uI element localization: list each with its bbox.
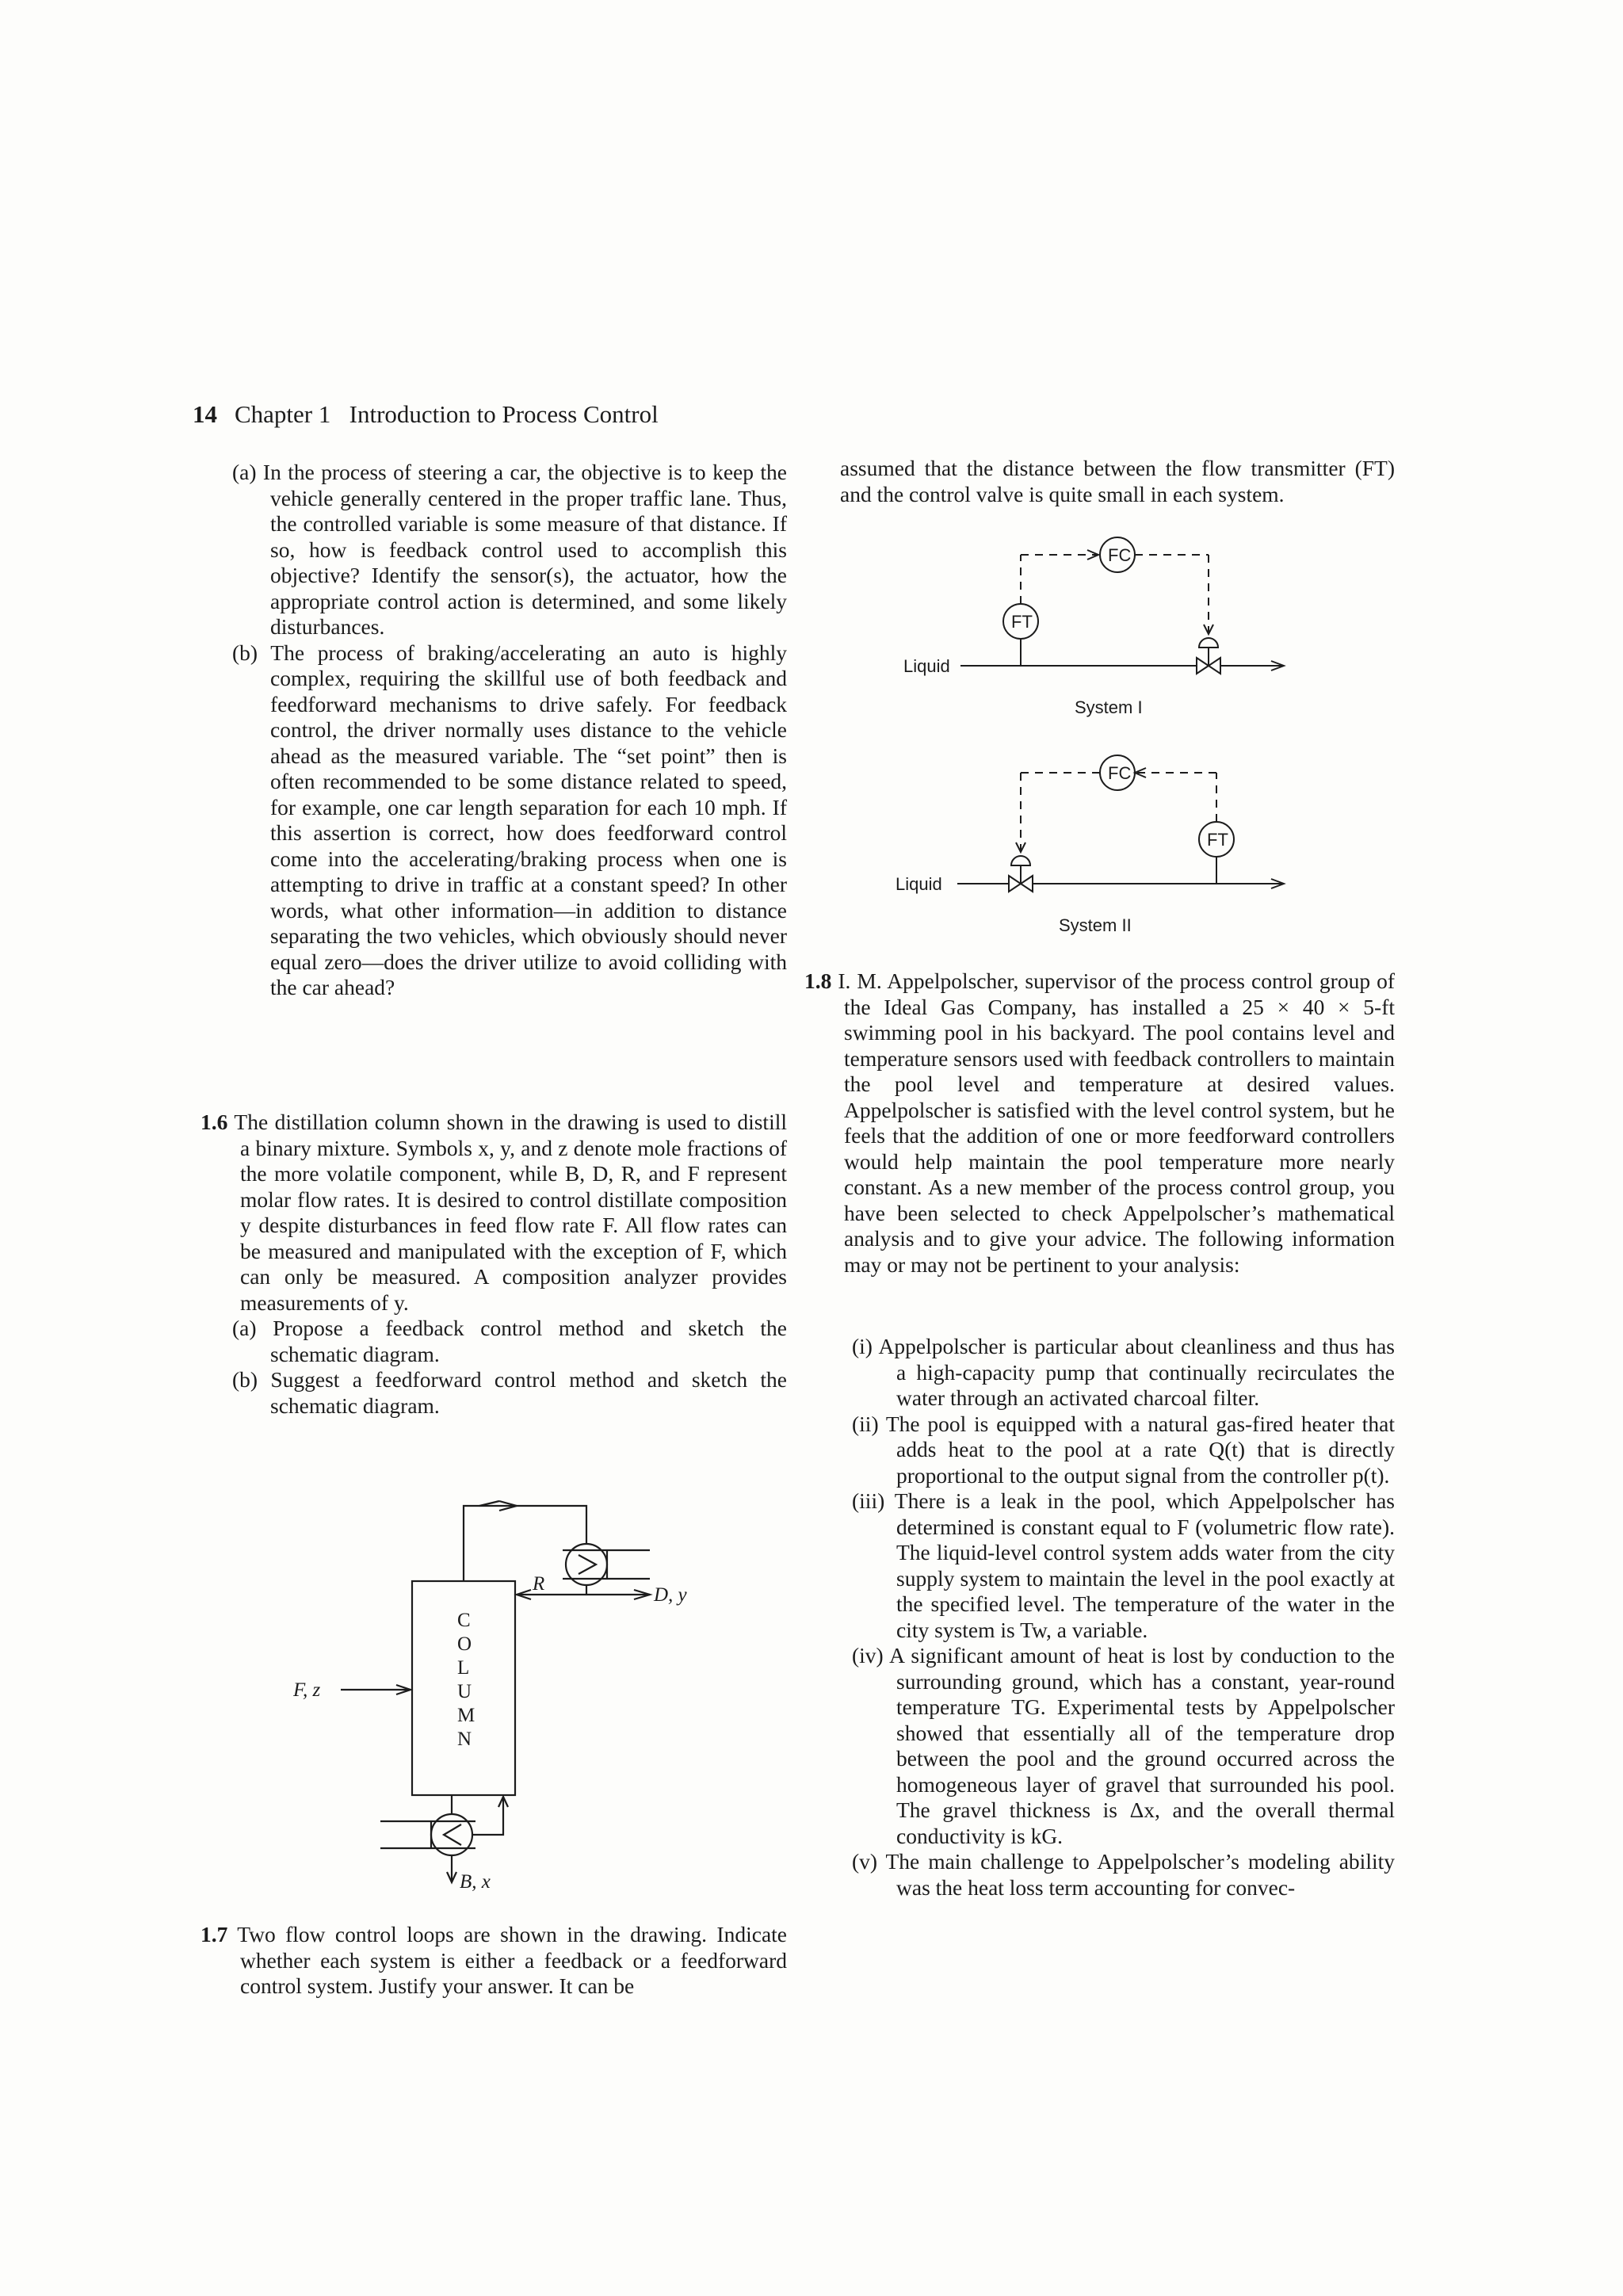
item-v: (v) The main challenge to Appelpolscher’s modeling ability was the heat loss term accounting for convec- — [852, 1849, 1395, 1900]
problem-1-6-number: 1.6 — [200, 1110, 228, 1134]
system-2-diagram — [888, 741, 1316, 947]
feed-label: F, z — [293, 1679, 321, 1701]
problem-1-6a: (a) Propose a feedback control method and sketch the schematic diagram. — [232, 1316, 787, 1366]
column-letter-4: U — [457, 1681, 472, 1702]
problem-1-8-items — [852, 1334, 1395, 1901]
problem-1-7-number: 1.7 — [200, 1922, 228, 1946]
item-i: (i) Appelpolscher is particular about cleanliness and thus has a high-capacity pump that continually recirculates the water through an activated charcoal filter. — [852, 1334, 1395, 1410]
chapter-title: Introduction to Process Control — [349, 400, 659, 428]
left-column — [232, 460, 787, 1001]
distillate-label: D, y — [654, 1584, 687, 1606]
reboiler — [431, 1814, 472, 1855]
system-2-liquid-label: Liquid — [896, 874, 942, 894]
system-1-liquid-label: Liquid — [903, 656, 950, 676]
reflux-label: R — [533, 1573, 545, 1595]
problem-1-6b: (b) Suggest a feedforward control method and sketch the schematic diagram. — [232, 1367, 787, 1418]
problem-1-6 — [200, 1110, 787, 1419]
system-2-caption: System II — [1059, 915, 1132, 935]
problem-1-8 — [804, 968, 1395, 1278]
problem-1-8-text: I. M. Appelpolscher, supervisor of the process control group of the Ideal Gas Company, has installed a 25 × 40 × 5-ft swimming pool in his backyard. The pool contains level and temperature sensors used with feedback controllers to maintain the pool level and temperature at desired values. Appelpolscher is satisfied with the level control system, but he feels that the addition of one or more feedforward controllers would help maintain the pool temperature more nearly constant. As a new member of the process control group, you have been selected to check Appelpolscher’s mathematical analysis and to give your advice. The following information may or may not be pertinent to your analysis: — [838, 968, 1395, 1277]
column-letter-2: O — [457, 1633, 472, 1655]
column-letter-6: N — [457, 1729, 472, 1750]
item-iv: (iv) A significant amount of heat is lost by conduction to the surrounding ground, which has a constant, year-round temperature TG. Experimental tests by Appelpolscher showed that essentially all of the temperature drop between the pool and the ground occurred across the homogeneous layer of gravel that surrounded his pool. The gravel thickness is Δx, and the overall thermal conductivity is kG. — [852, 1643, 1395, 1848]
bottoms-label: B, x — [460, 1871, 491, 1893]
system-1-ft-label: FT — [1011, 612, 1033, 632]
distillation-column-diagram — [293, 1482, 721, 1894]
page-number: 14 — [193, 400, 217, 428]
system-1-fc-label: FC — [1108, 545, 1132, 565]
system-2-fc-label: FC — [1108, 763, 1132, 783]
system-1-caption: System I — [1075, 697, 1143, 717]
problem-1-6-text: The distillation column shown in the drawing is used to distill a binary mixture. Symbols x, y, and z denote mole fractions of the more volatile component, while B, D, R, and F represent molar flow rates. It is desired to control distillate composition y despite disturbances in feed flow rate F. All flow rates can be measured and manipulated with the exception of F, which can only be measured. A composition analyzer provides measurements of y. — [234, 1110, 787, 1315]
problem-1-5b: (b) The process of braking/accelerating an auto is highly complex, requiring the skillful use of both feedback and feedforward mechanisms to drive safely. For feedback control, the driver normally uses distance to the vehicle ahead as the measured variable. The “set point” then is often recommended to be some distance related to speed, for example, one car length separation for each 10 mph. If this assertion is correct, how does feedforward control come into the accelerating/braking process when one is attempting to drive in traffic at a constant speed? In other words, what other information—in addition to distance separating the two vehicles, which obviously should never equal zero—does the driver utilize to avoid colliding with the car ahead? — [232, 640, 787, 999]
page-header — [193, 400, 659, 429]
item-iii: (iii) There is a leak in the pool, which Appelpolscher has determined is constant equal to F (volumetric flow rate). The liquid-level control system adds water from the city supply system to maintain the level in the pool exactly at the specified level. The temperature of the water in the city system is Tw, a variable. — [852, 1488, 1395, 1642]
column-letter-5: M — [457, 1705, 475, 1726]
problem-1-8-number: 1.8 — [804, 968, 832, 993]
column-letter-1: C — [457, 1610, 471, 1631]
problem-1-7-text: Two flow control loops are shown in the drawing. Indicate whether each system is either a feedback or a feedforward control system. Justify your answer. It can be — [237, 1922, 787, 1998]
system-1-diagram — [888, 523, 1316, 729]
problem-1-7 — [200, 1922, 787, 2000]
system-2-ft-label: FT — [1207, 830, 1228, 850]
column-letter-3: L — [457, 1657, 470, 1679]
item-ii: (ii) The pool is equipped with a natural gas-fired heater that adds heat to the pool at a rate Q(t) that is directly proportional to the output signal from the controller p(t). — [852, 1411, 1395, 1488]
problem-1-5a: (a) In the process of steering a car, the objective is to keep the vehicle generally centered in the proper traffic lane. Thus, the controlled variable is some measure of that distance. If so, how is feedback control used to accomplish this objective? Identify the sensor(s), the actuator, how the appropriate control action is determined, and some likely disturbances. — [232, 460, 787, 639]
chapter-label: Chapter 1 — [235, 400, 331, 428]
problem-1-7-continuation: assumed that the distance between the flow transmitter (FT) and the control valve is quite small in each system. — [840, 456, 1395, 506]
